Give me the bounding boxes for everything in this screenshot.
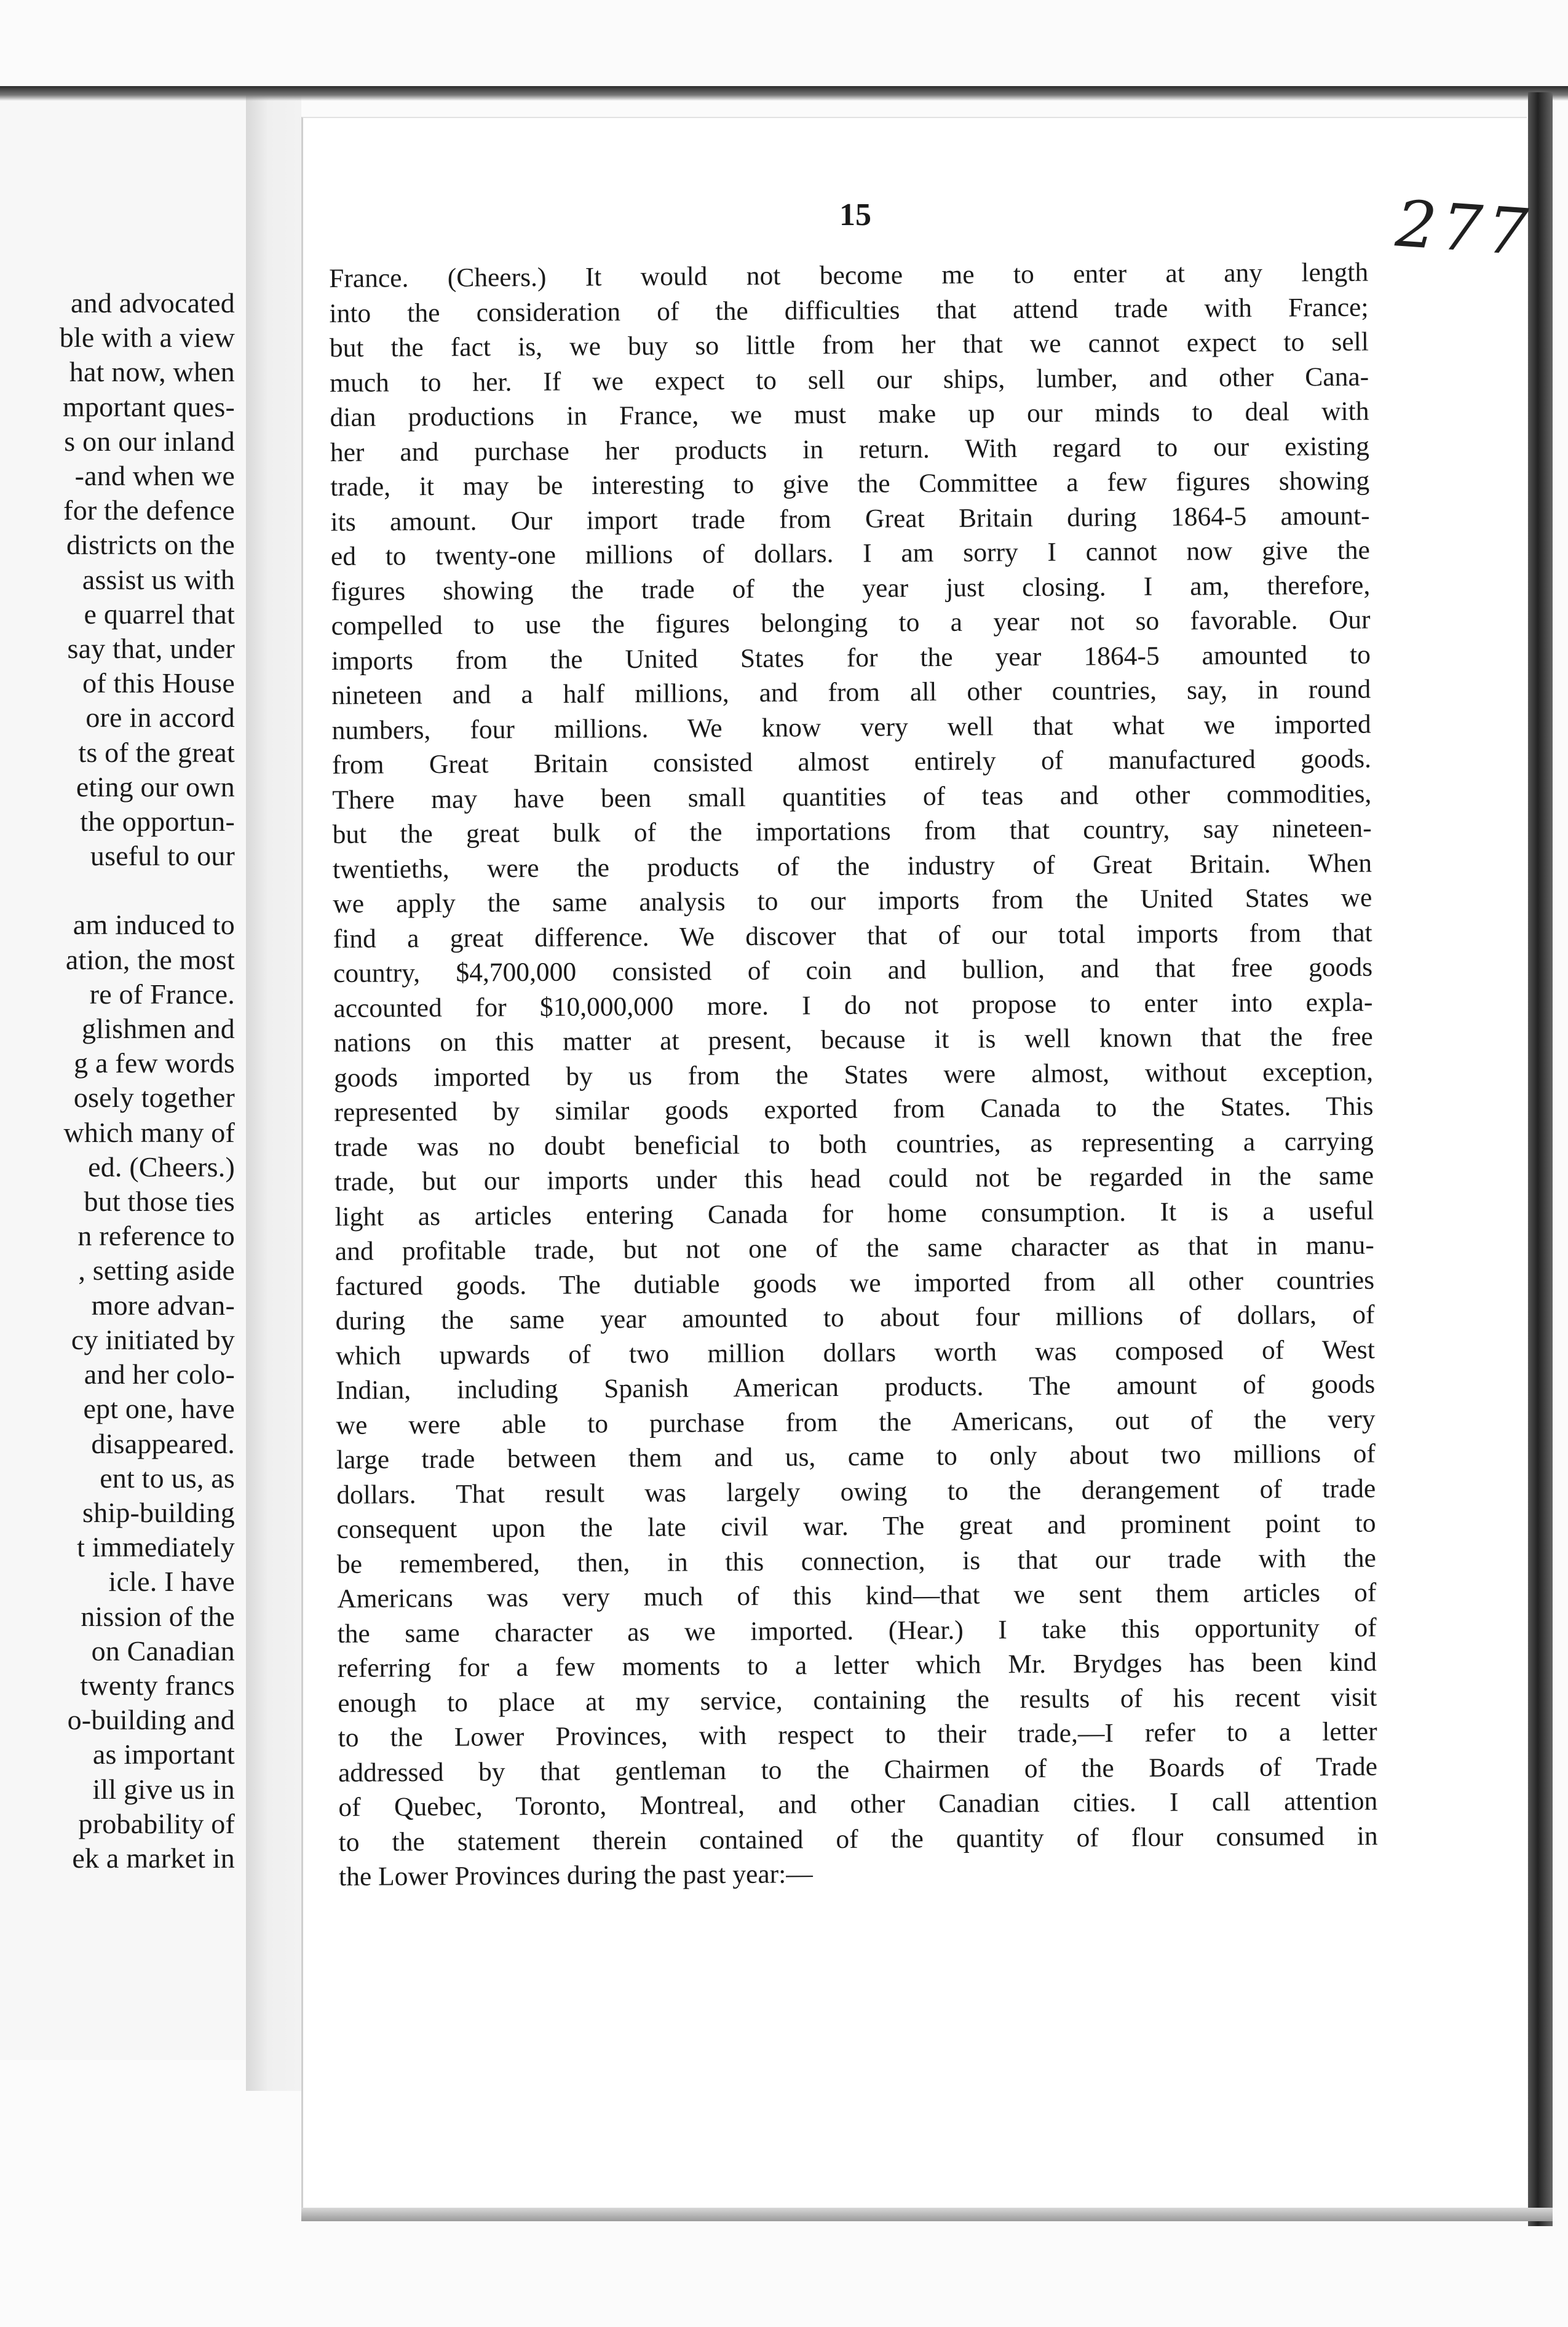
text-line: numbers, four millions. We know very well that what we imported	[331, 709, 1371, 745]
text-line: its amount. Our import trade from Great Britain during 1864-5 amount-	[330, 501, 1370, 537]
text-line: her and purchase her products in return. With regard to our existing	[330, 431, 1370, 467]
text-line: dollars. That result was largely owing to the derangement of trade	[336, 1473, 1376, 1510]
text-line: consequent upon the late civil war. The great and prominent point to	[336, 1508, 1376, 1544]
left-page-line: ill give us in	[92, 1773, 235, 1805]
left-page-line: cy initiated by	[71, 1323, 235, 1355]
text-line: compelled to use the figures belonging to a year not so favorable. Our	[331, 605, 1371, 641]
text-line: much to her. If we expect to sell our ships, lumber, and other Cana-	[330, 362, 1369, 398]
left-page-line: disappeared.	[91, 1427, 235, 1459]
left-page-line: g a few words	[74, 1047, 235, 1079]
text-line: to the Lower Provinces, with respect to their trade,—I refer to a letter	[338, 1716, 1377, 1753]
left-page-line	[0, 873, 235, 908]
text-line: dian productions in France, we must make up our minds to deal with	[330, 396, 1369, 432]
left-page-line: o-building and	[67, 1704, 235, 1736]
text-line: to the statement therein contained of the quantity of flour consumed in	[338, 1821, 1378, 1857]
text-line: we were able to purchase from the Americans, out of the very	[336, 1404, 1376, 1440]
left-page-line: nission of the	[81, 1600, 235, 1632]
left-page-line: probability of	[78, 1807, 235, 1839]
text-line: factured goods. The dutiable goods we imported from all other countries	[335, 1265, 1375, 1301]
left-page-line: t immediately	[77, 1531, 235, 1563]
left-page-line: icle. I have	[108, 1566, 235, 1598]
text-line: during the same year amounted to about four millions of dollars, of	[335, 1299, 1375, 1336]
left-page-line: mportant ques-	[62, 390, 235, 422]
text-line: goods imported by us from the States were almost, without exception,	[333, 1056, 1374, 1093]
text-line: There may have been small quantities of teas and other commodities,	[332, 779, 1372, 815]
text-line: represented by similar goods exported from Canada to the States. This	[334, 1091, 1374, 1127]
left-page-line: e quarrel that	[84, 598, 235, 630]
text-line: trade, but our imports under this head could not be regarded in the same	[334, 1160, 1374, 1197]
left-page-line: but those ties	[84, 1186, 235, 1218]
text-line: but the fact is, we buy so little from her that we cannot expect to sell	[329, 327, 1369, 363]
page-number: 15	[839, 197, 871, 232]
text-line: France. (Cheers.) It would not become me to enter at any length	[329, 257, 1369, 293]
body-text	[329, 255, 1378, 1895]
left-page-line: assist us with	[82, 563, 235, 595]
text-line: we apply the same analysis to our imports from the United States we	[333, 882, 1372, 919]
text-line: ed to twenty-one millions of dollars. I am sorry I cannot now give the	[330, 535, 1371, 571]
text-line: referring for a few moments to a letter which Mr. Brydges has been kind	[337, 1647, 1377, 1683]
text-line: addressed by that gentleman to the Chairmen of the Boards of Trade	[338, 1751, 1378, 1788]
left-page-line: more advan-	[91, 1289, 235, 1321]
left-page-line: -and when we	[74, 460, 235, 492]
left-page-text	[0, 286, 235, 1876]
text-line: the same character as we imported. (Hear.) I take this opportunity of	[337, 1612, 1377, 1649]
text-line: Indian, including Spanish American products. The amount of goods	[336, 1369, 1376, 1405]
top-page-edge	[0, 86, 1568, 101]
left-page-line: glishmen and	[82, 1013, 235, 1045]
left-page-line: as important	[92, 1738, 235, 1770]
text-line: light as articles entering Canada for home consumption. It is a useful	[335, 1195, 1374, 1232]
text-line: find a great difference. We discover that of our total imports from that	[333, 918, 1372, 954]
text-line: trade was no doubt beneficial to both countries, as representing a carrying	[334, 1126, 1374, 1162]
left-page-line: districts on the	[66, 529, 235, 561]
left-page-line: ation, the most	[65, 943, 235, 975]
left-page-line: ed. (Cheers.)	[88, 1151, 235, 1183]
text-line: into the consideration of the difficulties that attend trade with France;	[329, 292, 1369, 328]
text-line: country, $4,700,000 consisted of coin and bullion, and that free goods	[333, 952, 1373, 988]
bottom-page-edge	[301, 2208, 1553, 2221]
handwritten-folio-number: 277	[1393, 186, 1535, 271]
text-line: of Quebec, Toronto, Montreal, and other Canadian cities. I call attention	[338, 1786, 1378, 1822]
text-line: nations on this matter at present, because it is well known that the free	[333, 1021, 1373, 1058]
text-line: Americans was very much of this kind—that we sent them articles of	[337, 1577, 1377, 1614]
left-page-line: ts of the great	[78, 736, 235, 768]
left-page-line: say that, under	[67, 633, 235, 665]
left-page-line: hat now, when	[69, 356, 235, 388]
text-line: the Lower Provinces during the past year:—	[338, 1859, 813, 1892]
left-page-line: am induced to	[73, 909, 235, 941]
left-page-line: ship-building	[82, 1496, 235, 1528]
text-line: from Great Britain consisted almost entirely of manufactured goods.	[331, 743, 1372, 780]
left-page-line: re of France.	[89, 978, 235, 1010]
left-page-line: ble with a view	[59, 322, 235, 354]
left-page-line: n reference to	[77, 1220, 235, 1252]
binding-gutter	[246, 92, 301, 2091]
left-page-line: useful to our	[90, 840, 235, 872]
left-page-line: the opportun-	[80, 806, 235, 838]
left-page-line: ept one, have	[83, 1393, 235, 1425]
text-line: twentieths, were the products of the industry of Great Britain. When	[332, 848, 1372, 884]
left-page-line: for the defence	[63, 494, 235, 526]
text-line: large trade between them and us, came to only about two millions of	[336, 1438, 1376, 1475]
text-line: trade, it may be interesting to give the Committee a few figures showing	[330, 466, 1370, 502]
text-line: be remembered, then, in this connection, is that our trade with the	[336, 1543, 1377, 1579]
left-page-line: which many of	[63, 1116, 235, 1148]
text-line: but the great bulk of the importations from that country, say nineteen-	[332, 813, 1372, 849]
left-page-line: of this House	[82, 667, 235, 699]
left-page-line: osely together	[73, 1082, 235, 1114]
left-page-line: ek a market in	[72, 1842, 235, 1874]
left-page-line: ent to us, as	[100, 1462, 235, 1494]
left-page-line: twenty francs	[80, 1669, 235, 1701]
left-page-line: ore in accord	[85, 702, 235, 734]
text-line: imports from the United States for the year 1864-5 amounted to	[331, 640, 1371, 676]
left-page-line: , setting aside	[78, 1255, 235, 1286]
text-line: figures showing the trade of the year just closing. I am, therefore,	[331, 570, 1371, 606]
left-page-line: and advocated	[71, 287, 235, 319]
right-page-edge	[1528, 92, 1553, 2226]
left-page-line: eting our own	[76, 771, 235, 803]
text-line: and profitable trade, but not one of the same character as that in manu-	[335, 1230, 1374, 1266]
text-line: enough to place at my service, containing the results of his recent visit	[338, 1682, 1377, 1718]
left-page-line: on Canadian	[91, 1635, 235, 1667]
left-page	[0, 92, 246, 2060]
text-line: which upwards of two million dollars worth was composed of West	[335, 1334, 1375, 1371]
text-line: accounted for $10,000,000 more. I do not propose to enter into expla-	[333, 987, 1373, 1023]
left-page-line: and her colo-	[84, 1358, 235, 1390]
text-line: nineteen and a half millions, and from all other countries, say, in round	[331, 674, 1371, 710]
left-page-line: s on our inland	[64, 425, 235, 457]
